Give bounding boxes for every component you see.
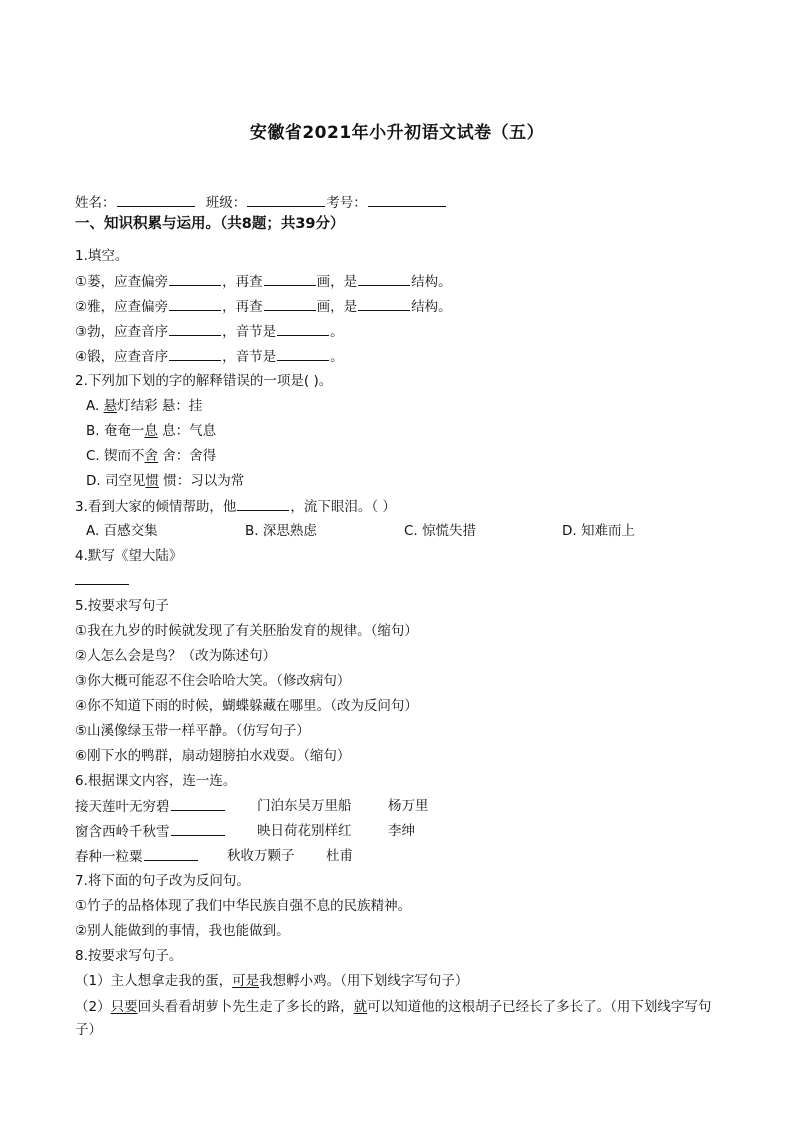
answer-blank[interactable]	[277, 321, 329, 336]
q2-stem: 2.下列加下划的字的解释错误的一项是( )。	[75, 373, 333, 389]
number-field[interactable]	[368, 192, 446, 207]
q5-item: ⑥刚下水的鸭群，扇动翅膀拍水戏耍。（缩句）	[75, 748, 351, 764]
q5-item: ①我在九岁的时候就发现了有关胚胎发育的规律。（缩句）	[75, 623, 418, 639]
q3-option-d[interactable]: D. 知难而上	[562, 523, 635, 539]
q4-answer-row	[75, 570, 755, 591]
q2-option-a[interactable]: A. 悬灯结彩 悬：挂	[86, 398, 203, 414]
q2-option-b[interactable]: B. 奄奄一息 息：气息	[86, 423, 217, 439]
class-field[interactable]	[247, 192, 325, 207]
answer-blank[interactable]	[169, 321, 221, 336]
answer-blank[interactable]	[277, 346, 329, 361]
q8-stem: 8.按要求写句子。	[75, 948, 183, 964]
q5-stem: 5.按要求写句子	[75, 598, 169, 614]
q7-item: ②别人能做到的事情，我也能做到。	[75, 923, 290, 939]
q7-item: ①竹子的品格体现了我们中华民族自强不息的民族精神。	[75, 898, 412, 914]
section-heading: 一、知识积累与运用。（共8题；共39分）	[75, 216, 345, 232]
answer-blank[interactable]	[264, 271, 316, 286]
answer-blank[interactable]	[169, 271, 221, 286]
answer-blank[interactable]	[358, 271, 410, 286]
q8-item-2: （2）只要回头看看胡萝卜先生走了多长的路，就可以知道他的这根胡子已经长了多长了。（用下划线字写句子）	[75, 999, 712, 1038]
page-title: 安徽省2021年小升初语文试卷（五）	[249, 123, 545, 143]
q5-item: ⑤山溪像绿玉带一样平静。（仿写句子）	[75, 723, 310, 739]
student-info-row	[75, 192, 755, 213]
answer-blank[interactable]	[171, 796, 225, 811]
answer-blank[interactable]	[237, 496, 289, 511]
answer-blank[interactable]	[169, 346, 221, 361]
answer-blank[interactable]	[169, 296, 221, 311]
q5-item: ②人怎么会是鸟？（改为陈述句）	[75, 648, 277, 664]
q1-item-4: ④锻，应查音序 ，音节是 。	[75, 346, 755, 367]
q6-row: 春种一粒粟 秋收万颗子 杜甫	[75, 848, 353, 865]
q3-option-b[interactable]: B. 深思熟虑	[245, 523, 317, 539]
q4-stem: 4.默写《望大陆》	[75, 548, 183, 564]
name-field[interactable]	[117, 192, 195, 207]
q1-item-2: ②雅，应查偏旁 ，再查 画，是 结构。	[75, 296, 755, 317]
q6-stem: 6.根据课文内容，连一连。	[75, 773, 237, 789]
q7-stem: 7.将下面的句子改为反问句。	[75, 873, 250, 889]
q2-option-c[interactable]: C. 锲而不舍 舍：舍得	[86, 448, 217, 464]
class-label: 班级：	[205, 195, 247, 211]
q1-item-1: ①蒌，应查偏旁 ，再查 画，是 结构。	[75, 271, 755, 292]
answer-blank[interactable]	[358, 296, 410, 311]
q6-row: 窗含西岭千秋雪 映日荷花别样红 李绅	[75, 823, 415, 840]
q5-item: ③你大概可能忍不住会哈哈大笑。（修改病句）	[75, 673, 351, 689]
q3-option-c[interactable]: C. 惊慌失措	[404, 523, 477, 539]
answer-blank[interactable]	[264, 296, 316, 311]
answer-blank[interactable]	[171, 821, 225, 836]
q8-item-1: （1）主人想拿走我的蛋，可是我想孵小鸡。（用下划线字写句子）	[75, 973, 469, 989]
q5-item: ④你不知道下雨的时候，蝴蝶躲藏在哪里。（改为反问句）	[75, 698, 418, 714]
q1-stem: 1.填空。	[75, 248, 129, 264]
q3-option-a[interactable]: A. 百感交集	[86, 523, 158, 539]
q1-item-3: ③勃，应查音序 ，音节是 。	[75, 321, 755, 342]
answer-blank[interactable]	[75, 570, 129, 585]
q2-option-d[interactable]: D. 司空见惯 惯：习以为常	[86, 473, 245, 489]
q6-row: 接天莲叶无穷碧 门泊东吴万里船 杨万里	[75, 798, 429, 815]
number-label: 考号：	[326, 195, 367, 211]
q3-stem: 3.看到大家的倾情帮助，他 ，流下眼泪。（ ）	[75, 496, 755, 517]
answer-blank[interactable]	[144, 846, 198, 861]
name-label: 姓名：	[75, 195, 116, 211]
